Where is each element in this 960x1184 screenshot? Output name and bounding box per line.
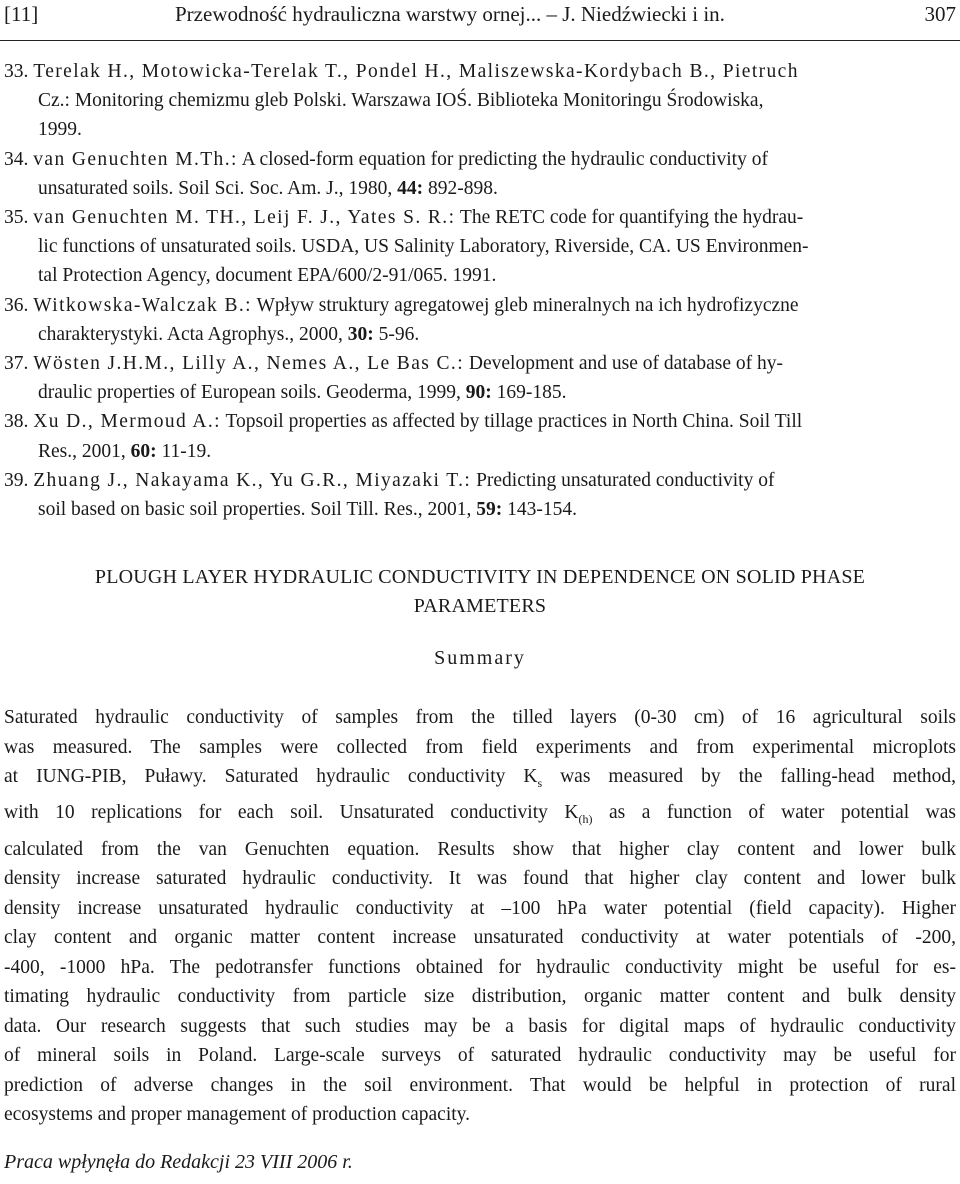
- ref-authors: Xu D., Mermoud A.:: [33, 411, 221, 433]
- ref-number: 33.: [4, 61, 29, 82]
- ref-text: unsaturated soils. Soil Sci. Soc. Am. J., 1980, 44: 892-898.: [38, 177, 498, 199]
- summary-line: prediction of adverse changes in the soil environment. That would be helpful in protection of rural: [4, 1074, 956, 1096]
- ref-volume: 90:: [465, 382, 492, 404]
- ref-text: Wpływ struktury agregatowej gleb mineralnych na ich hydrofizyczne: [252, 294, 799, 316]
- ref-authors: Terelak H., Motowicka-Terelak T., Pondel H., Maliszewska-Kordybach B., Pietruch: [33, 61, 799, 82]
- received-date-note: Praca wpłynęła do Redakcji 23 VIII 2006 r.: [4, 1151, 353, 1173]
- ref-number: 37.: [4, 353, 29, 375]
- summary-line: ecosystems and proper management of production capacity.: [4, 1104, 471, 1126]
- reference-list: [4, 57, 956, 524]
- summary-line: calculated from the van Genuchten equation. Results show that higher clay content and lower bulk: [4, 838, 956, 860]
- running-title: Przewodność hydrauliczna warstwy ornej... – J. Niedźwiecki i in.: [175, 2, 725, 26]
- summary-line: was measured. The samples were collected from field experiments and from experimental microplots: [4, 736, 956, 758]
- ks-subscript: s: [537, 775, 543, 790]
- summary-heading: Summary: [434, 647, 526, 669]
- ref-text: The RETC code for quantifying the hydrau-: [455, 207, 804, 229]
- reference-37: [4, 349, 956, 407]
- reference-39: [4, 466, 956, 524]
- reference-33: [4, 57, 956, 145]
- ref-authors: Wösten J.H.M., Lilly A., Nemes A., Le Bas C.:: [33, 353, 465, 375]
- reference-36: [4, 291, 956, 349]
- ref-text: 1999.: [38, 119, 82, 141]
- summary-line: Saturated hydraulic conductivity of samples from the tilled layers (0-30 cm) of 16 agricultural soils: [4, 707, 956, 728]
- ref-number: 38.: [4, 411, 29, 433]
- summary-line: data. Our research suggests that such studies may be a basis for digital maps of hydraulic conductivity: [4, 1015, 956, 1037]
- summary-line: density increase saturated hydraulic conductivity. It was found that higher clay content and lower bulk: [4, 868, 956, 890]
- summary-body: [4, 703, 956, 1130]
- summary-line: clay content and organic matter content increase unsaturated conductivity at water potentials of -200,: [4, 927, 956, 949]
- running-header: [0, 0, 960, 41]
- ref-text: draulic properties of European soils. Geoderma, 1999, 90: 169-185.: [38, 382, 567, 404]
- ref-text: Development and use of database of hy-: [464, 353, 783, 375]
- english-title: [0, 563, 960, 621]
- summary-line: -400, -1000 hPa. The pedotransfer functions obtained for hydraulic conductivity might be useful for es-: [4, 956, 956, 978]
- summary-line: of mineral soils in Poland. Large-scale surveys of saturated hydraulic conductivity may be useful for: [4, 1045, 956, 1067]
- ref-authors: Zhuang J., Nakayama K., Yu G.R., Miyazaki T.:: [33, 469, 472, 491]
- ref-number: 36.: [4, 294, 29, 316]
- ref-authors: van Genuchten M.Th.:: [33, 148, 238, 170]
- summary-line: at IUNG-PIB, Puławy. Saturated hydraulic conductivity $K_s$ was measured by the falling-head method,: [4, 766, 956, 790]
- ref-volume: 60:: [130, 440, 157, 462]
- ref-text: Topsoil properties as affected by tillage practices in North China. Soil Till: [220, 411, 803, 433]
- ref-text: Res., 2001, 60: 11-19.: [38, 440, 212, 462]
- ref-volume: 59:: [476, 499, 503, 521]
- ref-number: 34.: [4, 148, 29, 170]
- summary-line: with 10 replications for each soil. Unsaturated conductivity $K_{(h)}$ as a function of water potential was: [4, 802, 956, 827]
- ref-text: Predicting unsaturated conductivity of: [471, 469, 775, 491]
- ref-volume: 30:: [347, 323, 374, 345]
- ref-volume: 44:: [397, 177, 424, 199]
- ref-text: charakterystyki. Acta Agrophys., 2000, 30: 5-96.: [38, 323, 420, 345]
- ref-text: soil based on basic soil properties. Soil Till. Res., 2001, 59: 143-154.: [38, 499, 577, 521]
- ref-authors: Witkowska-Walczak B.:: [33, 294, 252, 316]
- title-line: PLOUGH LAYER HYDRAULIC CONDUCTIVITY IN DEPENDENCE ON SOLID PHASE: [94, 566, 866, 588]
- ref-number: 35.: [4, 207, 29, 229]
- reference-35: [4, 203, 956, 291]
- reference-34: [4, 145, 956, 203]
- ref-number: 39.: [4, 469, 29, 491]
- ref-text: A closed-form equation for predicting the hydraulic conductivity of: [237, 148, 768, 170]
- ref-text: Cz.: Monitoring chemizmu gleb Polski. Warszawa IOŚ. Biblioteka Monitoringu Środowiska,: [38, 90, 764, 112]
- title-line: PARAMETERS: [413, 595, 547, 617]
- reference-38: [4, 407, 956, 465]
- ref-text: lic functions of unsaturated soils. USDA, US Salinity Laboratory, Riverside, CA. US Environmen-: [38, 236, 809, 258]
- ref-authors: van Genuchten M. TH., Leij F. J., Yates S. R.:: [33, 207, 456, 229]
- page-number: 307: [924, 2, 956, 26]
- summary-line: density increase unsaturated hydraulic conductivity at –100 hPa water potential (field capacity). Higher: [4, 897, 956, 919]
- kh-subscript: (h): [578, 812, 593, 827]
- summary-line: timating hydraulic conductivity from particle size distribution, organic matter content and bulk density: [4, 986, 956, 1008]
- chapter-label: [11]: [4, 2, 39, 26]
- ref-text: tal Protection Agency, document EPA/600/2-91/065. 1991.: [38, 265, 497, 287]
